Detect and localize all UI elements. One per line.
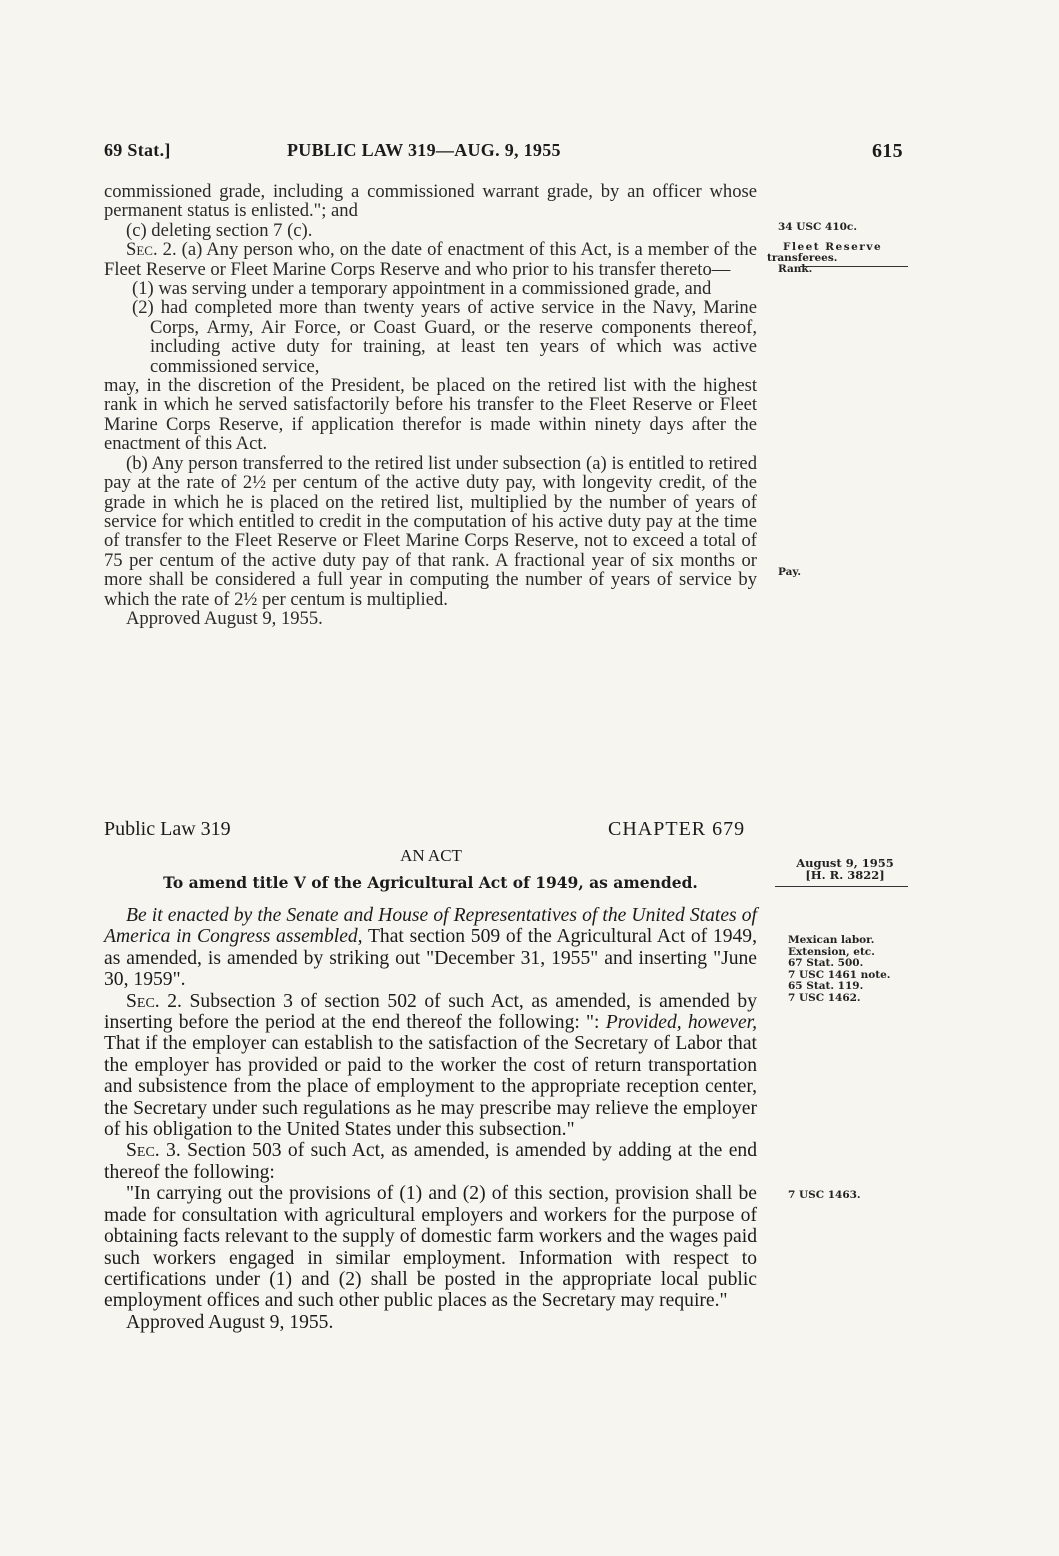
chapter-number: CHAPTER 679	[608, 818, 746, 840]
enacting-formula: Be it enacted by the Senate and House of Representatives of the United States of America in Congress assembled,	[104, 905, 757, 948]
section-text: Section 503 of such Act, as amended, is amended by adding at the end thereof the following:	[104, 1140, 758, 1183]
margin-divider	[800, 266, 908, 267]
header-title: PUBLIC LAW 319—AUG. 9, 1955	[287, 140, 561, 160]
margin-line: Extension, etc.	[788, 945, 875, 958]
section-label: Sec. 2.	[126, 239, 177, 261]
list-item: (2) had completed more than twenty years of active service in the Navy, Marine Corps, Army, Air Force, or Coast Guard, or the reserve components thereof, including active duty for training, at least ten years of which was active commissioned service,	[132, 297, 757, 377]
paragraph: (b) Any person transferred to the retired list under subsection (a) is entitled to retired pay at the rate of 2½ per centum of the active duty pay, with longevity credit, of the grade in which he is placed on the retired list, multiplied by the number of years of service for which entitled to credit in the computation of his active duty pay at the time of transfer to the Fleet Reserve or Fleet Marine Corps Reserve, not to exceed a total of 75 per centum of the active duty pay of that rank. A fractional year of six months or more shall be considered a full year in computing the number of years of service by which the rate of 2½ per centum is multiplied.	[104, 452, 757, 610]
margin-line: Mexican labor.	[788, 934, 875, 946]
enacting-clause	[104, 905, 757, 991]
list-item: (1) was serving under a temporary appointment in a commissioned grade, and	[132, 278, 712, 300]
section-2	[104, 240, 757, 279]
section-3	[104, 1140, 757, 1183]
public-law-number: Public Law 319	[104, 818, 231, 840]
section-text: (a) Any person who, on the date of enactment of this Act, is a member of the Fleet Reserve or Fleet Marine Corps Reserve and who prior to his transfer thereto—	[104, 239, 757, 280]
paragraph: may, in the discretion of the President, be placed on the retired list with the highest rank in which he served satisfactorily before his transfer to the Fleet Reserve or Fleet Marine Corps Reserve, if application therefor is made within ninety days after the enactment of this Act.	[104, 375, 757, 455]
margin-line: 67 Stat. 500.	[788, 957, 864, 969]
quoted-provision: "In carrying out the provisions of (1) and (2) of this section, provision shall be made for consultation with agricultural employers and workers for the purpose of obtaining facts relevant to the supply of domestic farm workers and the wages paid such workers engaged in similar employment. Information with respect to certifications under (1) and (2) shall be posted in the appropriate local public employment offices and such other public places as the Secretary may require."	[104, 1183, 757, 1312]
margin-note-topic: transferees.	[767, 252, 838, 264]
section-text: That if the employer can establish to the satisfaction of the Secretary of Labor that the employer has provided or paid to the worker the cost of return transportation and subsistence from the place of employment to the appropriate reception center, the Secretary under such regulations as he may prescribe may relieve the employer of his obligation to the United States under this subsection."	[104, 1033, 757, 1141]
margin-line: 65 Stat. 119.	[788, 980, 864, 992]
margin-note-topic: Pay.	[778, 566, 801, 578]
page-number: 615	[872, 140, 903, 162]
section-text: Subsection 3 of section 502 of such Act, as amended, is amended by inserting before the period at the end thereof the following: ":	[104, 990, 757, 1034]
margin-line: 7 USC 1462.	[788, 991, 861, 1004]
header-volume: 69 Stat.]	[104, 140, 171, 160]
margin-note-topic: Rank.	[778, 263, 813, 275]
act-title: To amend title V of the Agricultural Act of 1949, as amended.	[163, 873, 698, 892]
proviso: Provided, however,	[605, 1012, 757, 1034]
margin-note-date	[790, 858, 900, 881]
bill-number: [H. R. 3822]	[805, 867, 885, 882]
section-2	[104, 991, 757, 1141]
margin-note-citations	[788, 935, 890, 1004]
public-law-319-body	[104, 905, 757, 1333]
paragraph: commissioned grade, including a commissioned warrant grade, by an officer whose permanent status is enlisted."; and	[104, 181, 757, 222]
approval-line: Approved August 9, 1955.	[126, 1311, 334, 1333]
approval-line: Approved August 9, 1955.	[126, 607, 323, 629]
section-label: Sec. 2.	[126, 990, 182, 1012]
section-text: That section 509 of the Agricultural Act of 1949, as amended, is amended by striking out "December 31, 1955" and inserting "June 30, 1959".	[104, 926, 757, 991]
margin-note-topic: Fleet Reserve	[783, 241, 883, 253]
margin-note-citation: 7 USC 1463.	[788, 1189, 861, 1201]
margin-note-citation: 34 USC 410c.	[778, 221, 857, 233]
margin-line: 7 USC 1461 note.	[788, 968, 891, 981]
an-act-heading: AN ACT	[400, 846, 462, 865]
public-law-318-continuation	[104, 182, 757, 628]
section-label: Sec. 3.	[126, 1140, 181, 1162]
margin-divider	[775, 886, 908, 887]
paragraph: (c) deleting section 7 (c).	[126, 219, 313, 241]
enactment-date: August 9, 1955	[796, 856, 894, 870]
